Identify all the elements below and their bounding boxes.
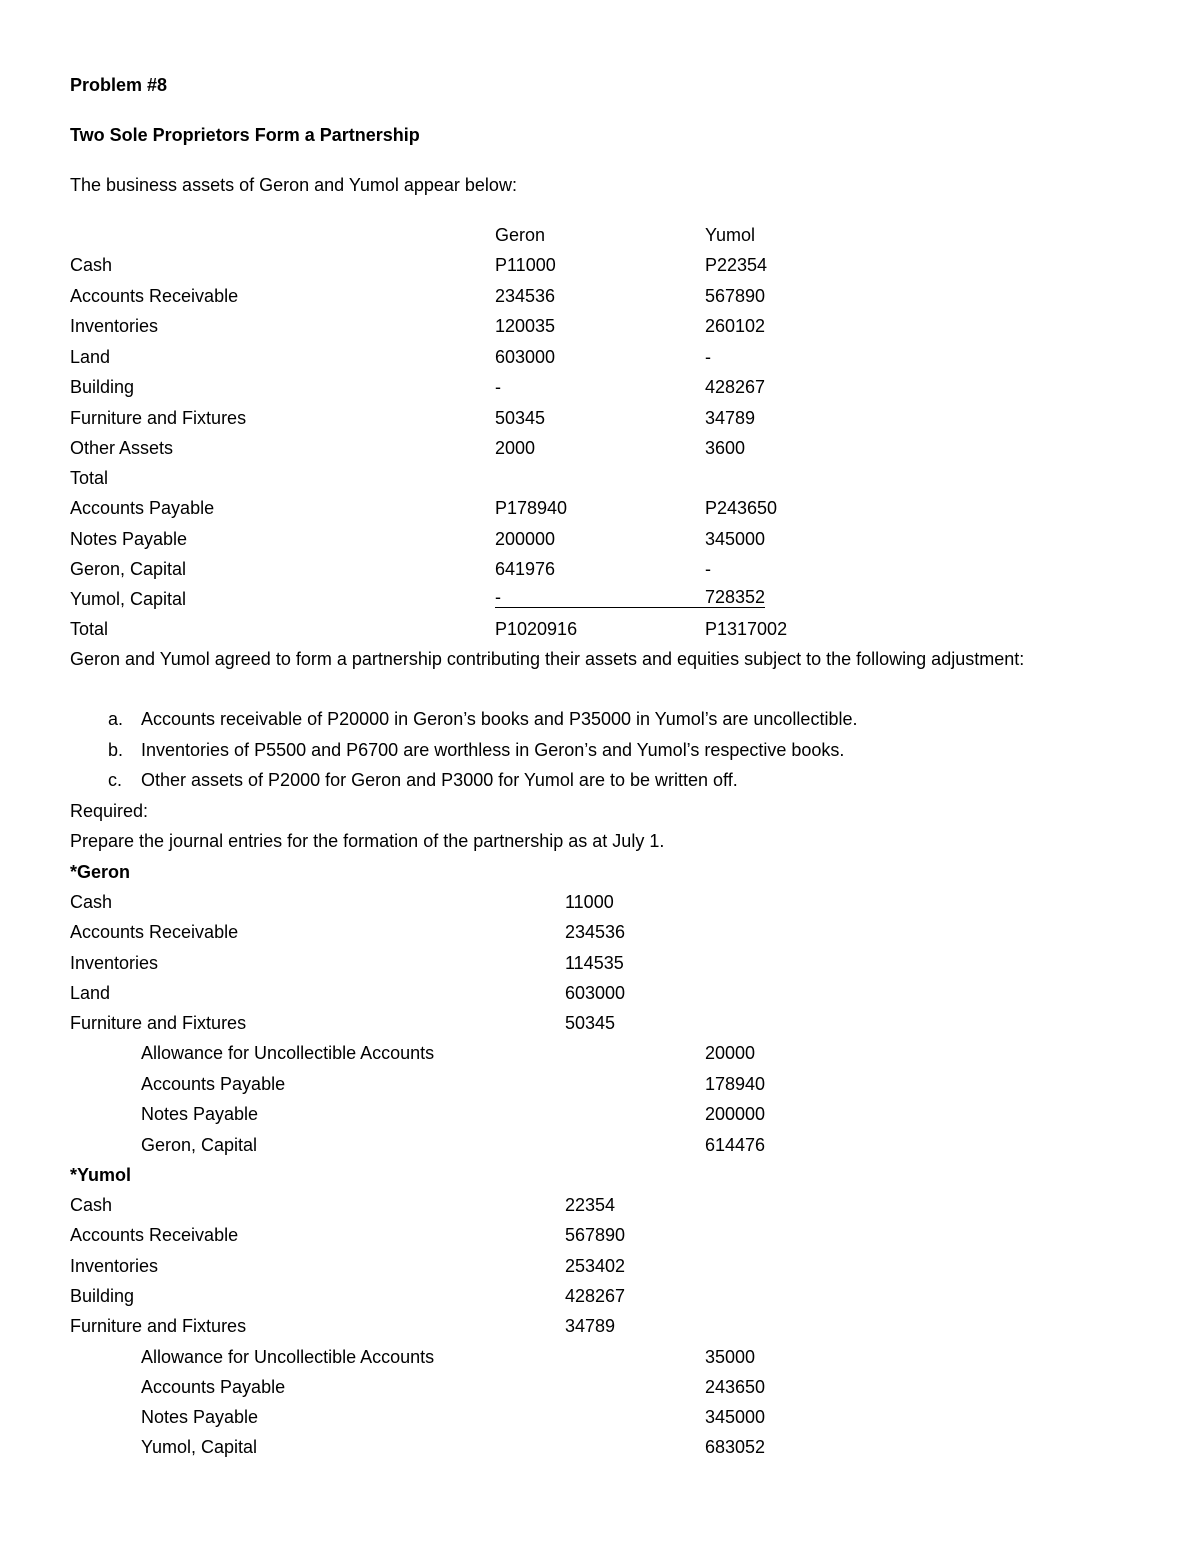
geron-value: 641976 <box>495 559 556 579</box>
table-row-total <box>0 618 1200 640</box>
list-letter: a. <box>108 709 124 729</box>
yumol-value: 567890 <box>705 286 766 306</box>
table-row <box>0 376 1200 398</box>
required-label: Required: <box>70 801 149 821</box>
debit-amount: 603000 <box>565 983 626 1003</box>
debit-amount: 567890 <box>565 1225 626 1245</box>
table-row <box>0 315 1200 337</box>
table-row <box>0 437 1200 459</box>
table-row <box>0 588 1200 610</box>
credit-amount: 243650 <box>705 1377 766 1397</box>
intro-text: The business assets of Geron and Yumol appear below: <box>70 175 517 195</box>
geron-value: 200000 <box>495 529 556 549</box>
row-label: Cash <box>70 255 113 275</box>
debit-amount: 428267 <box>565 1286 626 1306</box>
journal-debit-row <box>0 1012 1200 1034</box>
row-label: Notes Payable <box>70 529 188 549</box>
debit-amount: 234536 <box>565 922 626 942</box>
geron-value: P1020916 <box>495 619 578 639</box>
geron-value: P178940 <box>495 498 568 518</box>
geron-value: - <box>495 377 501 397</box>
table-row <box>0 558 1200 580</box>
journal-credit-row <box>0 1436 1200 1458</box>
journal-credit-row <box>0 1073 1200 1095</box>
account-name: Notes Payable <box>141 1407 259 1427</box>
list-text: Accounts receivable of P20000 in Geron’s books and P35000 in Yumol’s are uncollectible. <box>141 709 858 729</box>
problem-title: Problem #8 <box>70 75 168 95</box>
row-label: Total <box>70 468 109 488</box>
account-name: Yumol, Capital <box>141 1437 258 1457</box>
debit-amount: 50345 <box>565 1013 616 1033</box>
journal-debit-row <box>0 982 1200 1004</box>
account-name: Allowance for Uncollectible Accounts <box>141 1043 435 1063</box>
credit-amount: 35000 <box>705 1347 756 1367</box>
journal-credit-row <box>0 1134 1200 1156</box>
account-name: Furniture and Fixtures <box>70 1013 247 1033</box>
debit-amount: 22354 <box>565 1195 616 1215</box>
credit-amount: 614476 <box>705 1135 766 1155</box>
yumol-value: 345000 <box>705 529 766 549</box>
journal-debit-row <box>0 1285 1200 1307</box>
row-label: Other Assets <box>70 438 174 458</box>
header-geron: Geron <box>495 225 546 245</box>
account-name: Accounts Payable <box>141 1074 286 1094</box>
yumol-value-underlined: 728352 <box>705 587 766 607</box>
account-name: Accounts Receivable <box>70 922 239 942</box>
yumol-value: - <box>705 559 711 579</box>
yumol-value: 3600 <box>705 438 746 458</box>
geron-value: P11000 <box>495 255 556 275</box>
table-row <box>0 467 1200 489</box>
credit-amount: 178940 <box>705 1074 766 1094</box>
account-name: Cash <box>70 1195 113 1215</box>
agreement-text: Geron and Yumol agreed to form a partnership contributing their assets and equities subject to the following adjustment: <box>70 649 1025 669</box>
yumol-value: 260102 <box>705 316 766 336</box>
yumol-value: P22354 <box>705 255 768 275</box>
yumol-value: - <box>705 347 711 367</box>
journal-credit-row <box>0 1346 1200 1368</box>
account-name: Notes Payable <box>141 1104 259 1124</box>
table-row <box>0 407 1200 429</box>
journal-credit-row <box>0 1103 1200 1125</box>
header-yumol: Yumol <box>705 225 756 245</box>
account-name: Geron, Capital <box>141 1135 258 1155</box>
yumol-value: 34789 <box>705 408 756 428</box>
debit-amount: 34789 <box>565 1316 616 1336</box>
list-text: Other assets of P2000 for Geron and P3000 for Yumol are to be written off. <box>141 770 738 790</box>
journal-heading-yumol: *Yumol <box>70 1165 132 1185</box>
journal-debit-row <box>0 1315 1200 1337</box>
row-label: Building <box>70 377 135 397</box>
account-name: Accounts Payable <box>141 1377 286 1397</box>
journal-credit-row <box>0 1376 1200 1398</box>
account-name: Inventories <box>70 1256 159 1276</box>
table-row <box>0 285 1200 307</box>
geron-value: 603000 <box>495 347 556 367</box>
account-name: Land <box>70 983 111 1003</box>
list-letter: b. <box>108 740 124 760</box>
account-name: Cash <box>70 892 113 912</box>
journal-debit-row <box>0 921 1200 943</box>
subtitle: Two Sole Proprietors Form a Partnership <box>70 125 420 145</box>
journal-debit-row <box>0 952 1200 974</box>
row-label: Yumol, Capital <box>70 589 187 609</box>
yumol-value: 428267 <box>705 377 766 397</box>
geron-value: 50345 <box>495 408 546 428</box>
geron-value: 234536 <box>495 286 556 306</box>
geron-value-underlined: - <box>495 588 705 608</box>
table-row <box>0 528 1200 550</box>
journal-debit-row <box>0 1194 1200 1216</box>
table-row <box>0 346 1200 368</box>
list-text: Inventories of P5500 and P6700 are worthless in Geron’s and Yumol’s respective books. <box>141 740 845 760</box>
journal-debit-row <box>0 891 1200 913</box>
journal-debit-row <box>0 1255 1200 1277</box>
credit-amount: 20000 <box>705 1043 756 1063</box>
yumol-value: P1317002 <box>705 619 788 639</box>
journal-credit-row <box>0 1042 1200 1064</box>
geron-value: 2000 <box>495 438 536 458</box>
row-label: Total <box>70 619 109 639</box>
list-letter: c. <box>108 770 123 790</box>
yumol-value: P243650 <box>705 498 778 518</box>
row-label: Land <box>70 347 111 367</box>
table-header <box>0 224 1200 246</box>
journal-heading-geron: *Geron <box>70 862 131 882</box>
table-row <box>0 497 1200 519</box>
account-name: Accounts Receivable <box>70 1225 239 1245</box>
row-label: Accounts Payable <box>70 498 215 518</box>
account-name: Furniture and Fixtures <box>70 1316 247 1336</box>
geron-value: 120035 <box>495 316 556 336</box>
debit-amount: 114535 <box>565 953 624 973</box>
journal-debit-row <box>0 1224 1200 1246</box>
required-text: Prepare the journal entries for the formation of the partnership as at July 1. <box>70 831 665 851</box>
account-name: Allowance for Uncollectible Accounts <box>141 1347 435 1367</box>
credit-amount: 345000 <box>705 1407 766 1427</box>
journal-credit-row <box>0 1406 1200 1428</box>
debit-amount: 253402 <box>565 1256 626 1276</box>
account-name: Inventories <box>70 953 159 973</box>
credit-amount: 683052 <box>705 1437 766 1457</box>
row-label: Accounts Receivable <box>70 286 239 306</box>
table-row <box>0 254 1200 276</box>
row-label: Geron, Capital <box>70 559 187 579</box>
debit-amount: 11000 <box>565 892 614 912</box>
row-label: Inventories <box>70 316 159 336</box>
row-label: Furniture and Fixtures <box>70 408 247 428</box>
credit-amount: 200000 <box>705 1104 766 1124</box>
account-name: Building <box>70 1286 135 1306</box>
